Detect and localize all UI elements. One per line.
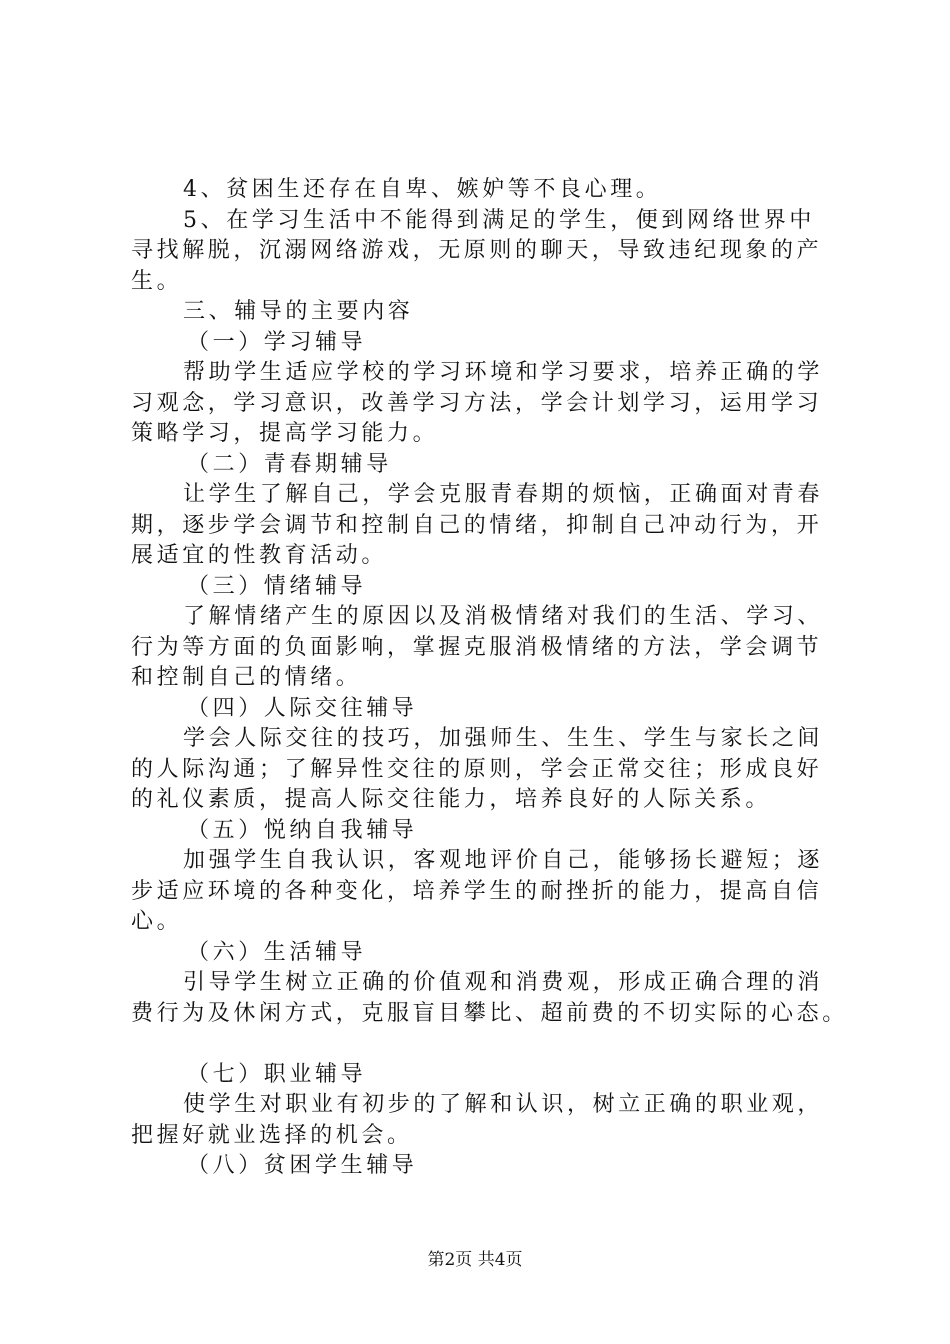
text-line: 心。	[131, 909, 183, 934]
subsection-heading: （三）情绪辅导	[187, 573, 367, 599]
section-heading: 三、辅导的主要内容	[183, 299, 414, 324]
subsection-heading: （八）贫困学生辅导	[187, 1153, 418, 1178]
text-line: 了解情绪产生的原因以及消极情绪对我们的生活、学习、	[183, 604, 824, 629]
text-line: 生。	[131, 268, 183, 294]
text-line: 期，逐步学会调节和控制自己的情绪，抑制自己冲动行为，开	[131, 512, 823, 538]
text-line: 策略学习，提高学习能力。	[131, 421, 439, 446]
text-line: 帮助学生适应学校的学习环境和学习要求，培养正确的学	[183, 360, 824, 385]
text-line: 4、贫困生还存在自卑、嫉妒等不良心理。	[183, 177, 662, 202]
text-line: 展适宜的性教育活动。	[131, 543, 388, 568]
text-line: 费行为及休闲方式，克服盲目攀比、超前费的不切实际的心态。	[131, 1000, 848, 1026]
text-line: 使学生对职业有初步的了解和认识，树立正确的职业观，	[183, 1092, 824, 1117]
text-line: 行为等方面的负面影响，掌握克服消极情绪的方法，学会调节	[131, 634, 823, 660]
page-number-footer: 第2页 共4页	[427, 1250, 523, 1270]
text-line: 和控制自己的情绪。	[131, 665, 362, 690]
subsection-heading: （四）人际交往辅导	[187, 695, 418, 721]
text-line: 的礼仪素质，提高人际交往能力，培养良好的人际关系。	[131, 787, 772, 812]
subsection-heading: （一）学习辅导	[187, 329, 367, 355]
text-line: 寻找解脱，沉溺网络游戏，无原则的聊天，导致违纪现象的产	[131, 238, 823, 263]
text-line: 的人际沟通；了解异性交往的原则，学会正常交往；形成良好	[131, 756, 823, 782]
text-line: 学会人际交往的技巧，加强师生、生生、学生与家长之间	[183, 726, 824, 751]
subsection-heading: （五）悦纳自我辅导	[187, 817, 418, 843]
blank-line	[131, 1029, 831, 1060]
subsection-heading: （六）生活辅导	[187, 939, 367, 965]
text-line: 习观念，学习意识，改善学习方法，学会计划学习，运用学习	[131, 390, 823, 416]
text-line: 引导学生树立正确的价值观和消费观，形成正确合理的消	[183, 970, 824, 995]
text-line: 加强学生自我认识，客观地评价自己，能够扬长避短；逐	[183, 848, 824, 873]
text-line: 步适应环境的各种变化，培养学生的耐挫折的能力，提高自信	[131, 878, 823, 904]
text-line: 把握好就业选择的机会。	[131, 1122, 413, 1148]
text-line: 让学生了解自己，学会克服青春期的烦恼，正确面对青春	[183, 482, 824, 507]
subsection-heading: （七）职业辅导	[187, 1061, 367, 1087]
text-line: 5、在学习生活中不能得到满足的学生，便到网络世界中	[183, 207, 815, 233]
subsection-heading: （二）青春期辅导	[187, 451, 392, 477]
document-body	[131, 175, 848, 1182]
